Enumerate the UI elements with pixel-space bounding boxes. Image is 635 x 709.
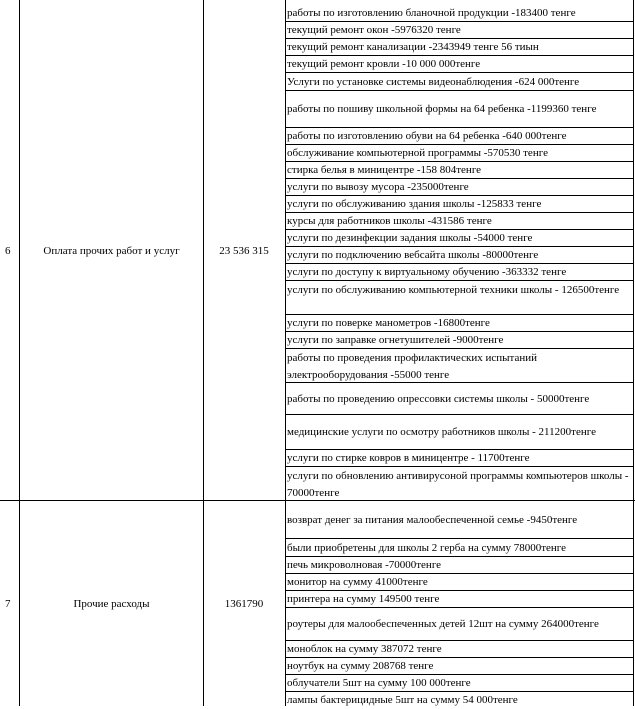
list-item: услуги по обслуживанию здания школы -125833 тенге	[287, 198, 542, 210]
column-divider	[285, 0, 286, 706]
list-item: работы по проведения профилактических испытаний электрооборудования -55000 тенге	[287, 352, 537, 381]
row-name: Прочие расходы	[73, 598, 150, 610]
list-item: курсы для работников школы -431586 тенге	[287, 215, 492, 227]
list-item: услуги по обновлению антивирусоной программы компьютеров школы - 70000тенге	[287, 470, 629, 499]
list-item: услуги по доступу к виртуальному обучению -363332 тенге	[287, 266, 567, 278]
list-item: услуги по подключению вебсайта школы -80000тенге	[287, 249, 539, 261]
list-item: принтера на сумму 149500 тенге	[287, 593, 440, 605]
list-item: стирка белья в миницентре -158 804тенге	[287, 164, 482, 176]
list-item: печь микроволновая -70000тенге	[287, 559, 442, 571]
list-item: услуги по дезинфекции задания школы -54000 тенге	[287, 232, 533, 244]
list-item: были приобретены для школы 2 герба на сумму 78000тенге	[287, 541, 567, 554]
row-number: 6	[5, 245, 11, 257]
row-amount: 23 536 315	[219, 245, 269, 257]
list-item: работы по пошиву школьной формы на 64 ребенка -1199360 тенге	[287, 103, 597, 115]
row-number: 7	[5, 598, 11, 610]
list-item: работы по проведению опрессовки системы школы - 50000тенге	[287, 392, 590, 405]
column-divider	[633, 0, 634, 706]
list-item: облучатели 5шт на сумму 100 000тенге	[287, 677, 471, 689]
list-item: услуги по заправке огнетушителей -9000тенге	[287, 334, 504, 346]
list-item: работы по изготовлению обуви на 64 ребенка -640 000тенге	[287, 130, 567, 142]
list-item: текущий ремонт канализации -2343949 тенге 56 тиын	[287, 41, 539, 53]
list-item: возврат денег за питания малообеспеченной семье -9450тенге	[287, 513, 578, 526]
list-item: моноблок на сумму 387072 тенге	[287, 643, 442, 655]
list-item: ноутбук на сумму 208768 тенге	[287, 660, 434, 672]
list-item: работы по изготовлению бланочной продукции -183400 тенге	[287, 7, 576, 19]
list-item: монитор на сумму 41000тенге	[287, 576, 428, 588]
list-item: медицинские услуги по осмотру работников школы - 211200тенге	[287, 426, 596, 438]
row-amount: 1361790	[224, 598, 264, 610]
list-item: роутеры для малообеспеченных детей 12шт на сумму 264000тенге	[287, 618, 599, 630]
list-item: услуги по вывозу мусора -235000тенге	[287, 181, 469, 193]
list-item: Услуги по установке системы видеонаблюдения -624 000тенге	[287, 75, 580, 88]
list-item: услуги по стирке ковров в миницентре - 11700тенге	[287, 452, 530, 464]
list-item: текущий ремонт окон -5976320 тенге	[287, 24, 461, 36]
list-item: обслуживание компьютерной программы -570530 тенге	[287, 147, 548, 159]
list-item: текущий ремонт кровли -10 000 000тенге	[287, 58, 481, 70]
list-item: услуги по обслуживанию компьютерной техники школы - 126500тенге	[287, 284, 620, 296]
row-name: Оплата прочих работ и услуг	[43, 245, 180, 257]
list-item: лампы бактерицидные 5шт на сумму 54 000тенге	[287, 694, 518, 706]
list-item: услуги по поверке манометров -16800тенге	[287, 317, 490, 329]
